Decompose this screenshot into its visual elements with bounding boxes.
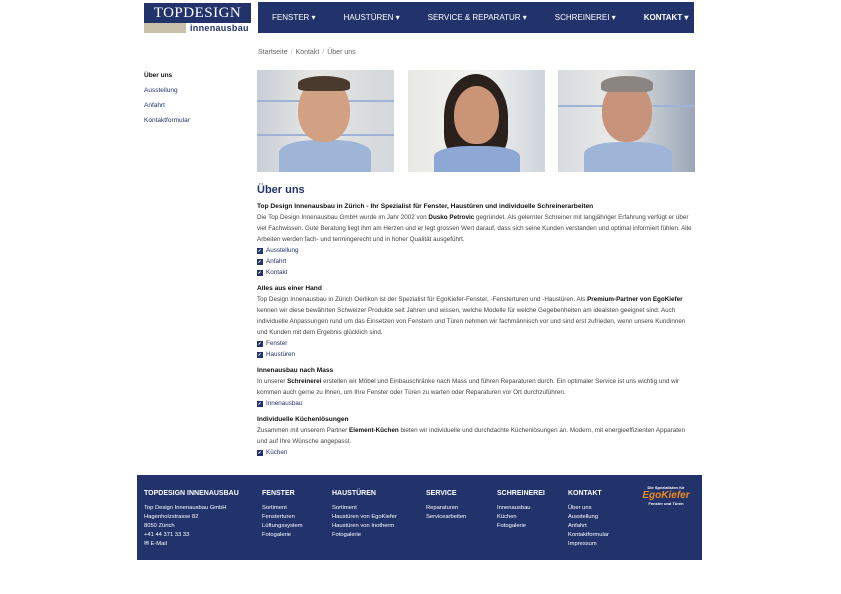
link-anfahrt[interactable]: Anfahrt bbox=[257, 256, 695, 267]
footer-link[interactable]: Fotogalerie bbox=[332, 532, 362, 538]
footer-col-fenster bbox=[262, 489, 303, 540]
footer-heading: SERVICE bbox=[426, 490, 457, 497]
footer-col-company bbox=[144, 489, 239, 549]
link-ausstellung[interactable]: Ausstellung bbox=[257, 245, 695, 256]
section-heading: Innenausbau nach Mass bbox=[257, 367, 334, 374]
footer-street: Hagenholzstrasse 82 bbox=[144, 514, 199, 520]
team-photo-3 bbox=[558, 70, 695, 172]
main-navigation bbox=[258, 2, 694, 33]
egokiefer-badge[interactable] bbox=[637, 485, 695, 506]
team-photo-2 bbox=[408, 70, 545, 172]
footer-col-schreinerei bbox=[497, 489, 545, 531]
footer-link[interactable]: Sortiment bbox=[262, 505, 287, 511]
section-text: In unserer Schreinerei erstellen wir Möbel und Einbauschränke nach Mass und führen Reparaturen durch. Ein optimaler Service ist uns wichtig und wir kommen auch gerne zu Ihnen, um Ihre Fenster oder Türen zu warten oder Reparaturen vor Ort durchzuführen. bbox=[257, 378, 680, 396]
external-link-icon bbox=[257, 248, 263, 254]
link-innenausbau[interactable]: Innenausbau bbox=[257, 398, 695, 409]
footer-col-kontakt bbox=[568, 489, 609, 549]
section-heading: Individuelle Küchenlösungen bbox=[257, 416, 349, 423]
section-heading: Alles aus einer Hand bbox=[257, 285, 322, 292]
breadcrumb-kontakt[interactable]: Kontakt bbox=[295, 49, 320, 56]
footer-email-link[interactable]: ✉ E-Mail bbox=[144, 541, 167, 547]
footer-link[interactable]: Sortiment bbox=[332, 505, 357, 511]
badge-small-text: Die Spezialisten für bbox=[647, 485, 685, 490]
team-photo-1 bbox=[257, 70, 394, 172]
section-innenausbau bbox=[257, 365, 695, 409]
footer-col-service bbox=[426, 489, 466, 522]
nav-fenster[interactable]: FENSTER ▾ bbox=[272, 13, 316, 22]
nav-service-reparatur[interactable]: SERVICE & REPARATUR ▾ bbox=[427, 13, 527, 22]
footer-link[interactable]: Lüftungssystem bbox=[262, 523, 303, 529]
link-fenster[interactable]: Fenster bbox=[257, 338, 695, 349]
footer-link[interactable]: Anfahrt bbox=[568, 523, 587, 529]
footer-col-haustueren bbox=[332, 489, 397, 540]
link-kuechen[interactable]: Küchen bbox=[257, 447, 695, 458]
footer-company-name: Top Design Innenausbau GmbH bbox=[144, 505, 227, 511]
sidebar-item-anfahrt[interactable]: Anfahrt bbox=[144, 102, 165, 109]
sidebar-item-ueber-uns[interactable]: Über uns bbox=[144, 72, 173, 79]
external-link-icon bbox=[257, 401, 263, 407]
mail-icon: ✉ bbox=[144, 541, 151, 547]
footer-link[interactable]: Fensterturen bbox=[262, 514, 295, 520]
section-text: Zusammen mit unserem Partner Element-Küchen bieten wir individuelle und durchdachte Küchenlösungen an. Modern, mit energieeffizienten Apparaten und auf Ihre Wünsche angepasst. bbox=[257, 427, 685, 445]
section-text: Top Design Innenausbau in Zürich Oerlikon ist der Spezialist für EgoKiefer-Fenster, -Fensterturen und -Haustüren. Als Premium-Partner von EgoKiefer kennen wir diese bewährten Schweizer Produkte seit Jahren und wissen, welche Modelle für welche Gegebenheiten am idealsten geeignet sind. Auch individuelle Anpassungen rund um das Einsetzen von Fenstern und Türen nehmen wir fachmännisch vor und sind erst zufrieden, wenn unsere Kundinnen und Kunden mit dem Ergebnis glücklich sind. bbox=[257, 296, 686, 336]
external-link-icon bbox=[257, 450, 263, 456]
section-intro bbox=[257, 201, 695, 278]
footer-heading: KONTAKT bbox=[568, 490, 602, 497]
footer-link[interactable]: Fotogalerie bbox=[262, 532, 292, 538]
main-content bbox=[257, 185, 695, 463]
footer-phone[interactable]: +41 44 371 33 33 bbox=[144, 532, 190, 538]
breadcrumb bbox=[258, 49, 356, 56]
footer-city: 8050 Zürich bbox=[144, 523, 175, 529]
footer-heading: FENSTER bbox=[262, 490, 295, 497]
footer-link[interactable]: Küchen bbox=[497, 514, 517, 520]
site-logo[interactable] bbox=[144, 3, 251, 33]
breadcrumb-current: Über uns bbox=[327, 49, 356, 56]
footer-heading: SCHREINEREI bbox=[497, 490, 545, 497]
site-footer bbox=[137, 475, 702, 560]
team-photos bbox=[257, 70, 695, 172]
link-haustueren[interactable]: Haustüren bbox=[257, 349, 695, 360]
breadcrumb-separator: / bbox=[322, 49, 325, 56]
external-link-icon bbox=[257, 341, 263, 347]
section-kuechen bbox=[257, 414, 695, 458]
badge-brand: EgoKiefer bbox=[642, 490, 690, 501]
footer-link[interactable]: Kontaktformular bbox=[568, 532, 609, 538]
nav-kontakt[interactable]: KONTAKT ▾ bbox=[643, 13, 689, 22]
external-link-icon bbox=[257, 270, 263, 276]
external-link-icon bbox=[257, 259, 263, 265]
breadcrumb-startseite[interactable]: Startseite bbox=[258, 49, 288, 56]
logo-bar bbox=[144, 23, 186, 33]
footer-link[interactable]: Haustüren von EgoKiefer bbox=[332, 514, 397, 520]
logo-wordmark: TOPDESIGN bbox=[144, 3, 251, 23]
sidebar bbox=[144, 72, 190, 132]
section-alles-aus-einer-hand bbox=[257, 283, 695, 360]
footer-link[interactable]: Reparaturen bbox=[426, 505, 459, 511]
breadcrumb-separator: / bbox=[290, 49, 293, 56]
footer-link[interactable]: Haustüren von Inotherm bbox=[332, 523, 395, 529]
link-kontakt[interactable]: Kontakt bbox=[257, 267, 695, 278]
nav-haustueren[interactable]: HAUSTÜREN ▾ bbox=[343, 13, 400, 22]
footer-link[interactable]: Innenausbau bbox=[497, 505, 531, 511]
sidebar-item-kontaktformular[interactable]: Kontaktformular bbox=[144, 117, 190, 124]
footer-link[interactable]: Servicearbeiten bbox=[426, 514, 467, 520]
footer-heading: HAUSTÜREN bbox=[332, 490, 376, 497]
nav-schreinerei[interactable]: SCHREINEREI ▾ bbox=[554, 13, 616, 22]
section-text: Die Top Design Innenausbau GmbH wurde im Jahr 2002 von Dusko Petrovic gegründet. Als gelernter Schreiner mit langjähriger Erfahrung verfügt er über viel Fachwissen. Gute Beratung liegt ihm am Herzen und er legt grossen Wert darauf, dass sich seine Kunden verstanden und optimal informiert fühlen. Alle Arbeiten werden fach- und termingerecht und in hoher Qualität ausgeführt. bbox=[257, 214, 692, 243]
section-heading: Top Design Innenausbau in Zürich - Ihr Spezialist für Fenster, Haustüren und individuelle Schreinerarbeiten bbox=[257, 203, 594, 210]
page-title: Über uns bbox=[257, 184, 305, 196]
logo-subtitle: innenausbau bbox=[190, 23, 249, 33]
footer-link[interactable]: Ausstellung bbox=[568, 514, 598, 520]
external-link-icon bbox=[257, 352, 263, 358]
badge-tagline: Fenster und Türen bbox=[648, 501, 684, 506]
sidebar-item-ausstellung[interactable]: Ausstellung bbox=[144, 87, 178, 94]
footer-link[interactable]: Impressum bbox=[568, 541, 597, 547]
footer-link[interactable]: Fotogalerie bbox=[497, 523, 527, 529]
footer-link[interactable]: Über uns bbox=[568, 505, 592, 511]
footer-heading: TOPDESIGN INNENAUSBAU bbox=[144, 490, 239, 497]
